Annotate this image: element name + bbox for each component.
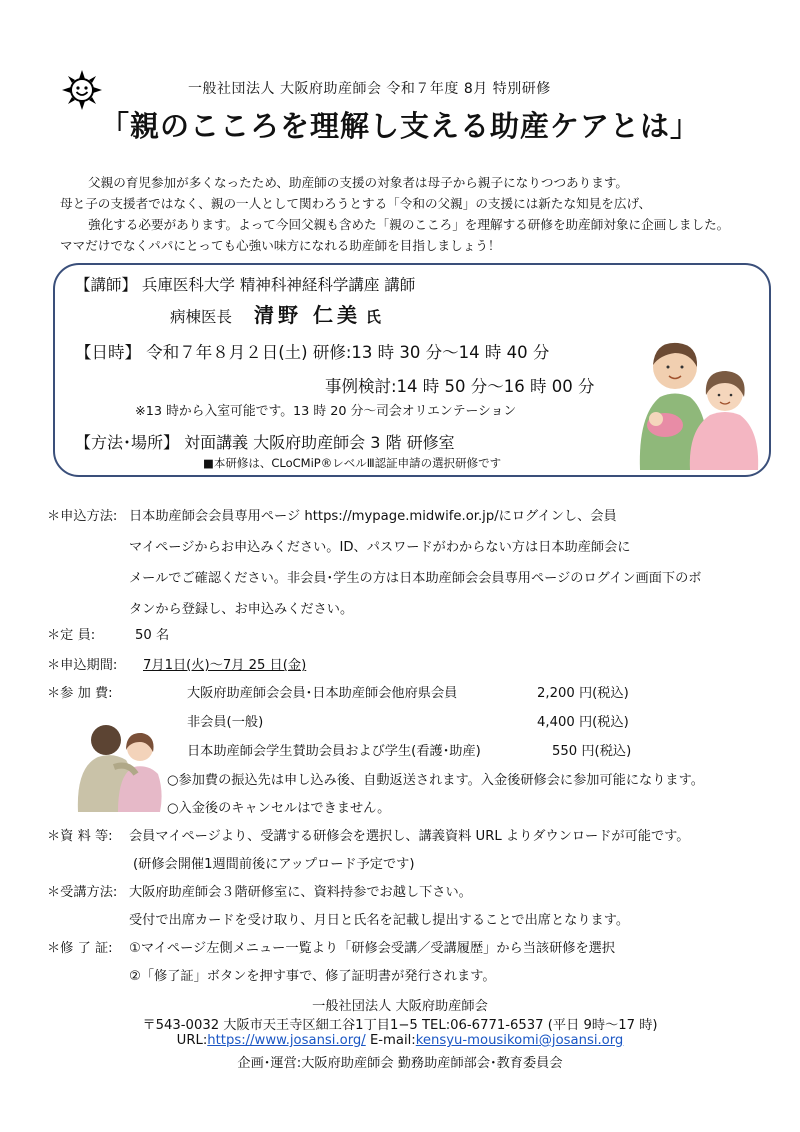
- case-study-time: 事例検討:14 時 50 分～16 時 00 分: [325, 377, 595, 396]
- place-line: 【方法･場所】 対面講義 大阪府助産師会 3 階 研修室: [75, 433, 455, 452]
- email-label: E-mail:: [369, 1033, 416, 1048]
- attendance-line: 大阪府助産師会３階研修室に、資料持参でお越し下さい。: [129, 885, 472, 900]
- footer-org: 一般社団法人 大阪府助産師会: [312, 999, 488, 1014]
- certification-note: ■本研修は、CLoCMiP®レベルⅢ認証申請の選択研修です: [203, 456, 502, 470]
- fee-item-price: 2,200 円(税込): [537, 686, 629, 701]
- fee-item-price: 4,400 円(税込): [537, 715, 629, 730]
- footer-organizer: 企画･運営:大阪府助産師会 勤務助産師部会･教育委員会: [237, 1056, 563, 1071]
- materials-label: ＊資 料 等:: [47, 829, 113, 844]
- fee-item-name: 大阪府助産師会会員･日本助産師会他府県会員: [187, 686, 458, 701]
- materials-line: 会員マイページより、受講する研修会を選択し、講義資料 URL よりダウンロードが可能です。: [129, 829, 690, 844]
- couple-illustration: [68, 712, 168, 812]
- fee-note: ○入金後のキャンセルはできません。: [167, 801, 391, 816]
- intro-line: 母と子の支援者ではなく、親の一人として関わろうとする「令和の父親」の支援には新たな知見を広げ、: [60, 196, 652, 211]
- email-link[interactable]: kensyu-mousikomi@josansi.org: [415, 1033, 624, 1048]
- attendance-line: 受付で出席カードを受け取り、月日と氏名を記載し提出することで出席となります。: [129, 913, 630, 928]
- fee-item-name: 日本助産師会学生賛助会員および学生(看護･助産): [187, 744, 481, 759]
- fee-label: ＊参 加 費:: [47, 686, 113, 701]
- capacity-value: 50 名: [135, 628, 170, 643]
- website-link[interactable]: https://www.josansi.org/: [207, 1033, 366, 1048]
- datetime-note: ※13 時から入室可能です。13 時 20 分～司会オリエンテーション: [135, 404, 517, 419]
- page-title: 「親のこころを理解し支える助産ケアとは」: [99, 109, 700, 143]
- intro-line: ママだけでなくパパにとっても心強い味方になれる助産師を目指しましょう！: [60, 238, 501, 253]
- apply-label: ＊申込方法:: [47, 509, 118, 524]
- footer-address: 〒543-0032 大阪市天王寺区細工谷1丁目1−5 TEL:06-6771-6537 (平日 9時～17 時): [142, 1018, 658, 1033]
- certificate-line: ①マイページ左側メニュー一覧より「研修会受講／受講履歴」から当該研修を選択: [129, 941, 616, 956]
- apply-line: タンから登録し、お申込みください。: [129, 602, 354, 617]
- attendance-label: ＊受講方法:: [47, 885, 118, 900]
- lecturer-role: 病棟医長: [170, 308, 233, 326]
- lecturer-honorific: 氏: [365, 308, 381, 326]
- apply-line: メールでご確認ください。非会員･学生の方は日本助産師会会員専用ページのログイン画面下のボ: [129, 571, 702, 586]
- fee-item-price: 550 円(税込): [552, 744, 632, 759]
- materials-line: (研修会開催1週間前後にアップロード予定です): [133, 857, 415, 872]
- apply-line: マイページからお申込みください。ID、パスワードがわからない方は日本助産師会に: [129, 540, 631, 555]
- lecturer-name-line: [170, 299, 381, 328]
- url-label: URL:: [176, 1033, 208, 1048]
- period-value: 7月1日(火)～7月 25 日(金): [143, 658, 307, 673]
- certificate-line: ②「修了証」ボタンを押す事で、修了証明書が発行されます。: [129, 969, 496, 984]
- intro-line: 父親の育児参加が多くなったため、助産師の支援の対象者は母子から親子になりつつあります。: [88, 175, 629, 190]
- fee-item-name: 非会員(一般): [187, 715, 264, 730]
- intro-text: [60, 172, 760, 256]
- footer-contact: [0, 1033, 800, 1048]
- apply-line: 日本助産師会会員専用ページ https://mypage.midwife.or.jp/にログインし、会員: [129, 509, 617, 524]
- period-label: ＊申込期間:: [47, 658, 118, 673]
- family-illustration: [620, 335, 768, 470]
- organizer-heading: 一般社団法人 大阪府助産師会 令和７年度 8月 特別研修: [188, 81, 551, 97]
- lecturer-name: 清野 仁美: [254, 303, 361, 327]
- intro-line: 強化する必要があります。よって今回父親も含めた「親のこころ」を理解する研修を助産師対象に企画しました。: [88, 217, 730, 232]
- certificate-label: ＊修 了 証:: [47, 941, 113, 956]
- datetime-line: 【日時】 令和７年８月２日(土) 研修:13 時 30 分～14 時 40 分: [75, 343, 550, 362]
- fee-note: ○参加費の振込先は申し込み後、自動返送されます。入金後研修会に参加可能になります。: [167, 773, 704, 788]
- lecturer-line: 【講師】 兵庫医科大学 精神科神経科学講座 講師: [75, 276, 416, 294]
- capacity-label: ＊定 員:: [47, 628, 96, 643]
